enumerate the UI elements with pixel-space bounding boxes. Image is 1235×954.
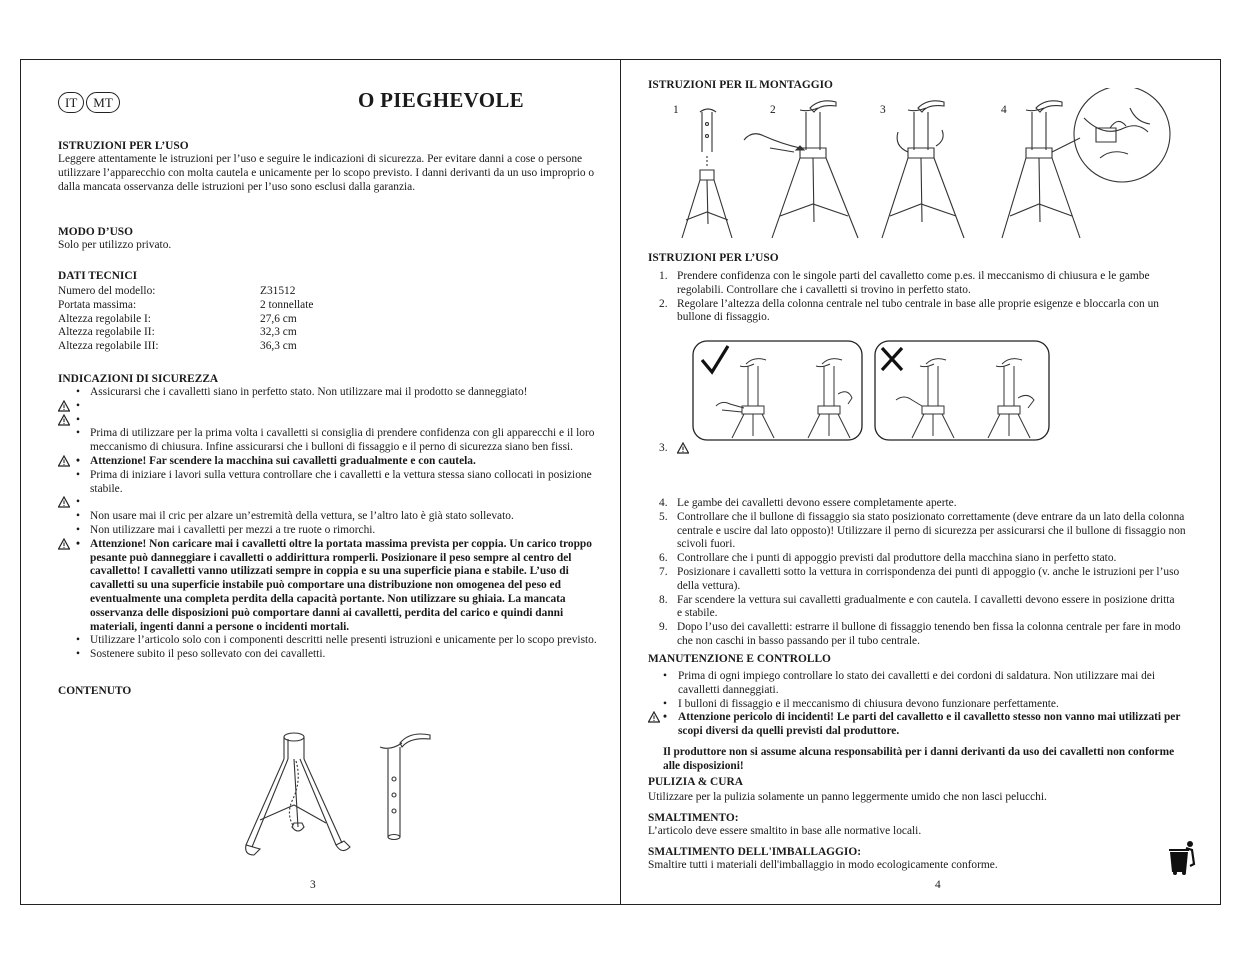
correct-wrong-illustration (692, 340, 1052, 442)
safety-text: stabile. (90, 482, 123, 495)
packaging-text: Smaltire tutti i materiali dell'imballaggio in modo ecologicamente conforme. (648, 859, 998, 871)
maintenance-text: Attenzione pericolo di incidenti! Le parti del cavalletto e il cavalletto stesso non vanno mai utilizzati per (678, 711, 1181, 724)
warning-icon (648, 711, 660, 723)
safety-item: • (58, 496, 613, 510)
check-icon (702, 346, 728, 372)
list-item (648, 511, 1213, 552)
tech-key: Altezza regolabile III: (58, 340, 159, 353)
safety-item: • Attenzione! Far scendere la macchina sui cavalletti gradualmente e con cautela. (58, 455, 613, 469)
tech-key: Numero del modello: (58, 285, 156, 297)
tech-value: 2 tonnellate (260, 298, 314, 311)
mode-heading: MODO D’USO (58, 226, 133, 238)
list-item (648, 566, 1213, 594)
list-item (648, 621, 1213, 649)
safety-item: • Sostenere subito il peso sollevato con dei cavalletti. (76, 648, 326, 661)
use-steps-continued (648, 497, 1213, 649)
safety-text: materiali, ingenti danni a persone o incidenti mortali. (90, 620, 350, 633)
use-line-2: utilizzare l’apparecchio con molta cautela e unicamente per lo scopo previsto. I danni derivanti da un uso improprio o (58, 166, 595, 179)
warning-icon (58, 400, 70, 412)
list-number: 7. (659, 565, 668, 578)
list-text: bullone di fissaggio. (677, 311, 770, 324)
maintenance-section (648, 652, 1213, 774)
list-number: 5. (659, 510, 668, 523)
safety-section (58, 372, 613, 662)
safety-text: osservanza delle disposizioni può comportare danni ai cavalletti, perdita del carico e quindi danni (90, 606, 564, 619)
safety-text: meccanismo di chiusura. Infine assicurarsi che i bulloni di fissaggio e il perno di sicurezza siano ben fissi. (90, 441, 574, 454)
disposal-heading: SMALTIMENTO: (648, 812, 739, 824)
cleaning-section (648, 775, 1213, 805)
tech-key: Altezza regolabile II: (58, 326, 155, 339)
safety-text: Utilizzare l’articolo solo con i componenti descritti nelle presenti istruzioni e unicamente per lo scopo previsto. (90, 634, 597, 647)
liability-text: Il produttore non si assume alcuna responsabilità per i danni derivanti da uso dei cavalletti non conforme (663, 745, 1175, 758)
contents-heading-wrap (58, 684, 131, 698)
safety-item: • Attenzione! Non caricare mai i cavalletti oltre la portata massima prevista per coppia. Un carico troppo pesante può danneggiare i cavalletti o addirittura romperli. Posizionare il peso sempre al centro del cavalletto! I cavalletti vanno utilizzati sempre in coppia e su una superficie piana e stabile. L’uso di cavalletti su una superficie instabile può comportare una distribuzione non omogenea del peso ed eventualmente una completa perdita della capacità portante. Non utilizzare su ghiaia. La mancata osservanza delle disposizioni può comportare danni ai cavalletti, perdita del carico e quindi danni materiali, ingenti danni a persone o incidenti mortali. (58, 538, 613, 635)
list-item (648, 270, 1208, 298)
safety-text: cavalletti su una superficie instabile può comportare una distribuzione non omogenea del peso ed (90, 579, 561, 592)
list-text: regolabili. Controllare che i cavalletti si trovino in perfetto stato. (677, 283, 971, 296)
list-text: scivoli fuori. (677, 538, 736, 551)
page-title: O PIEGHEVOLE (358, 88, 524, 112)
safety-item: • Prima di iniziare i lavori sulla vettura controllare che i cavalletti e la vettura stessa siano collocati in posizione stabile. (76, 468, 592, 495)
safety-text: eventualmente una completa perdita della capacità portante. Non utilizzare su ghiaia. La mancata (90, 592, 566, 605)
packaging-heading: SMALTIMENTO DELL'IMBALLAGGIO: (648, 846, 861, 858)
maintenance-item: • Attenzione pericolo di incidenti! Le parti del cavalletto e il cavalletto stesso non vanno mai utilizzati per scopi diversi da quelli previsti dal produttore. (648, 711, 1213, 739)
tech-row (58, 326, 313, 340)
assembly-heading: ISTRUZIONI PER IL MONTAGGIO (648, 79, 833, 91)
lang-badge-mt: MT (86, 92, 120, 113)
tech-heading-wrap (58, 269, 608, 283)
language-badges (58, 92, 120, 113)
safety-text: Non utilizzare mai i cavalletti per mezzi a tre ruote o rimorchi. (90, 523, 376, 536)
cleaning-heading: PULIZIA & CURA (648, 776, 743, 788)
use-line-1: Leggere attentamente le istruzioni per l’uso e seguire le indicazioni di sicurezza. Per evitare danni a cose o persone (58, 153, 583, 165)
safety-text: Prima di utilizzare per la prima volta i cavalletti si consiglia di prendere confidenza con gli apparecchi e il loro (90, 427, 595, 440)
safety-text: Attenzione! Far scendere la macchina sui cavalletti gradualmente e con cautela. (90, 454, 476, 467)
page-number-right: 4 (935, 879, 941, 891)
tech-row (58, 313, 313, 327)
safety-item: • (58, 414, 613, 428)
list-text: della vettura). (677, 579, 741, 592)
recycle-bin-icon (1168, 840, 1196, 876)
lang-badge-it: IT (58, 92, 84, 113)
tech-value: Z31512 (260, 285, 296, 297)
maintenance-text: I bulloni di fissaggio e il meccanismo di chiusura devono funzionare perfettamente. (678, 697, 1059, 710)
mode-text: Solo per utilizzo privato. (58, 239, 172, 251)
safety-item: • Non usare mai il cric per alzare un’estremità della vettura, se l’altro lato è già stato sollevato. (76, 510, 514, 523)
maintenance-item: • Prima di ogni impiego controllare lo stato dei cavalletti e dei cordoni di saldatura. Non utilizzare mai dei cavalletti danneggiati. (663, 670, 1155, 696)
list-text: Regolare l’altezza della colonna centrale nel tubo centrale in base alle proprie esigenze e bloccarla con un (677, 297, 1159, 310)
safety-heading: INDICAZIONI DI SICUREZZA (58, 373, 219, 385)
list-text: Dopo l’uso dei cavalletti: estrarre il bullone di fissaggio tenendo ben fissa la colonna centrale per fare in modo (677, 621, 1181, 634)
maintenance-item: • I bulloni di fissaggio e il meccanismo di chiusura devono funzionare perfettamente. (663, 697, 1059, 710)
safety-text: Attenzione! Non caricare mai i cavalletti oltre la portata massima prevista per coppia. Un carico troppo (90, 537, 592, 550)
cross-icon (882, 348, 902, 370)
step-label-1: 1 (673, 104, 679, 116)
safety-text: pesante può danneggiare i cavalletti o addirittura romperli. Posizionare il peso sempre al centro del (90, 551, 572, 564)
tech-row (58, 299, 313, 313)
cleaning-text: Utilizzare per la pulizia solamente un panno leggermente umido che non lasci pelucchi. (648, 791, 1047, 803)
list-text: Controllare che i punti di appoggio previsti dal produttore della macchina siano in perfetto stato. (677, 552, 1117, 565)
tech-key: Altezza regolabile I: (58, 312, 151, 325)
list-text: Far scendere la vettura sui cavalletti gradualmente e con cautela. I cavalletti devono essere in posizione dritta (677, 593, 1175, 606)
list-text: Prendere confidenza con le singole parti del cavalletto come p.es. il meccanismo di chiusura e le gambe (677, 270, 1150, 282)
list-text: Controllare che il bullone di fissaggio sia stato posizionato correttamente (deve entrare da un lato della colonna (677, 510, 1185, 523)
maintenance-text: Prima di ogni impiego controllare lo stato dei cavalletti e dei cordoni di saldatura. Non utilizzare mai dei (678, 670, 1155, 682)
tech-table (58, 285, 313, 354)
tech-heading: DATI TECNICI (58, 270, 138, 282)
warning-icon (58, 538, 70, 550)
safety-item: • (58, 400, 613, 414)
jack-stand-illustration (238, 725, 438, 865)
maintenance-text: cavalletti danneggiati. (678, 683, 779, 696)
tech-value: 36,3 cm (260, 340, 297, 353)
mode-section (58, 225, 608, 253)
use-steps-section (648, 251, 1208, 325)
step-label-3: 3 (880, 104, 886, 116)
packaging-section (648, 845, 1213, 873)
safety-item: • Utilizzare l’articolo solo con i componenti descritti nelle presenti istruzioni e unicamente per lo scopo previsto. (76, 634, 597, 647)
step-label-4: 4 (1001, 104, 1007, 116)
safety-item: • Non utilizzare mai i cavalletti per mezzi a tre ruote o rimorchi. (76, 523, 376, 536)
tech-value: 27,6 cm (260, 312, 297, 325)
use-heading-right: ISTRUZIONI PER L’USO (648, 252, 779, 264)
list-number: 3. (659, 442, 668, 454)
list-item (648, 298, 1208, 326)
list-item (648, 594, 1213, 622)
list-text: Le gambe dei cavalletti devono essere completamente aperte. (677, 497, 957, 509)
tech-row (58, 285, 313, 299)
safety-text: Prima di iniziare i lavori sulla vettura controllare che i cavalletti e la vettura stessa siano collocati in posizione (90, 468, 592, 481)
list-number: 4. (659, 497, 668, 509)
safety-text: Sostenere subito il peso sollevato con dei cavalletti. (90, 648, 326, 661)
list-number: 8. (659, 593, 668, 606)
safety-text: Non usare mai il cric per alzare un’estremità della vettura, se l’altro lato è già stato sollevato. (90, 510, 514, 523)
liability-note (648, 746, 1213, 774)
safety-item: • Prima di utilizzare per la prima volta i cavalletti si consiglia di prendere confidenza con gli apparecchi e il loro meccanismo di chiusura. Infine assicurarsi che i bulloni di fissaggio e il perno di sicurezza siano ben fissi. (76, 427, 595, 454)
list-text: e stabile. (677, 607, 718, 620)
list-text: Posizionare i cavalletti sotto la vettura in corrispondenza dei punti di appoggio (v. anche le istruzioni per l’uso (677, 565, 1180, 578)
warning-icon (58, 414, 70, 426)
list-number: 2. (659, 297, 668, 310)
maintenance-heading: MANUTENZIONE E CONTROLLO (648, 653, 831, 665)
safety-item: • Assicurarsi che i cavalletti siano in perfetto stato. Non utilizzare mai il prodotto se danneggiato! (76, 386, 528, 398)
safety-text: cavalletto! I cavalletti vanno utilizzati sempre in coppia e su una superficie piana e stabile. L’uso di (90, 565, 569, 578)
tech-row (58, 340, 313, 354)
list-text: centrale e uscire dal lato opposto)! Utilizzare il perno di sicurezza per assicurarsi che il bullone di fissaggio non (677, 524, 1186, 537)
assembly-steps-illustration (660, 88, 1180, 248)
warning-icon (677, 442, 689, 454)
liability-text: alle disposizioni! (663, 759, 744, 772)
contents-heading: CONTENUTO (58, 685, 132, 697)
use-line-3: dalla mancata osservanza delle istruzioni per l’uso sono esclusi dalla garanzia. (58, 180, 416, 193)
tech-value: 32,3 cm (260, 326, 297, 339)
step3-row (648, 442, 748, 456)
list-item (648, 442, 748, 456)
list-item (648, 497, 1213, 511)
page-divider (620, 59, 621, 905)
warning-icon (58, 455, 70, 467)
page-number-left: 3 (310, 879, 316, 891)
warning-icon (58, 496, 70, 508)
disposal-text: L’articolo deve essere smaltito in base alle normative locali. (648, 825, 922, 837)
list-number: 1. (659, 270, 668, 282)
list-text: che non caschi in basso passando per il tubo centrale. (677, 634, 920, 647)
list-item (648, 552, 1213, 566)
list-number: 6. (659, 552, 668, 565)
step-label-2: 2 (770, 104, 776, 116)
list-number: 9. (659, 621, 668, 634)
safety-text: Assicurarsi che i cavalletti siano in perfetto stato. Non utilizzare mai il prodotto se danneggiato! (90, 386, 528, 398)
use-heading: ISTRUZIONI PER L’USO (58, 140, 189, 152)
tech-key: Portata massima: (58, 298, 137, 311)
maintenance-text: scopi diversi da quelli previsti dal produttore. (678, 725, 900, 738)
disposal-section (648, 811, 1213, 839)
use-section (58, 139, 608, 194)
